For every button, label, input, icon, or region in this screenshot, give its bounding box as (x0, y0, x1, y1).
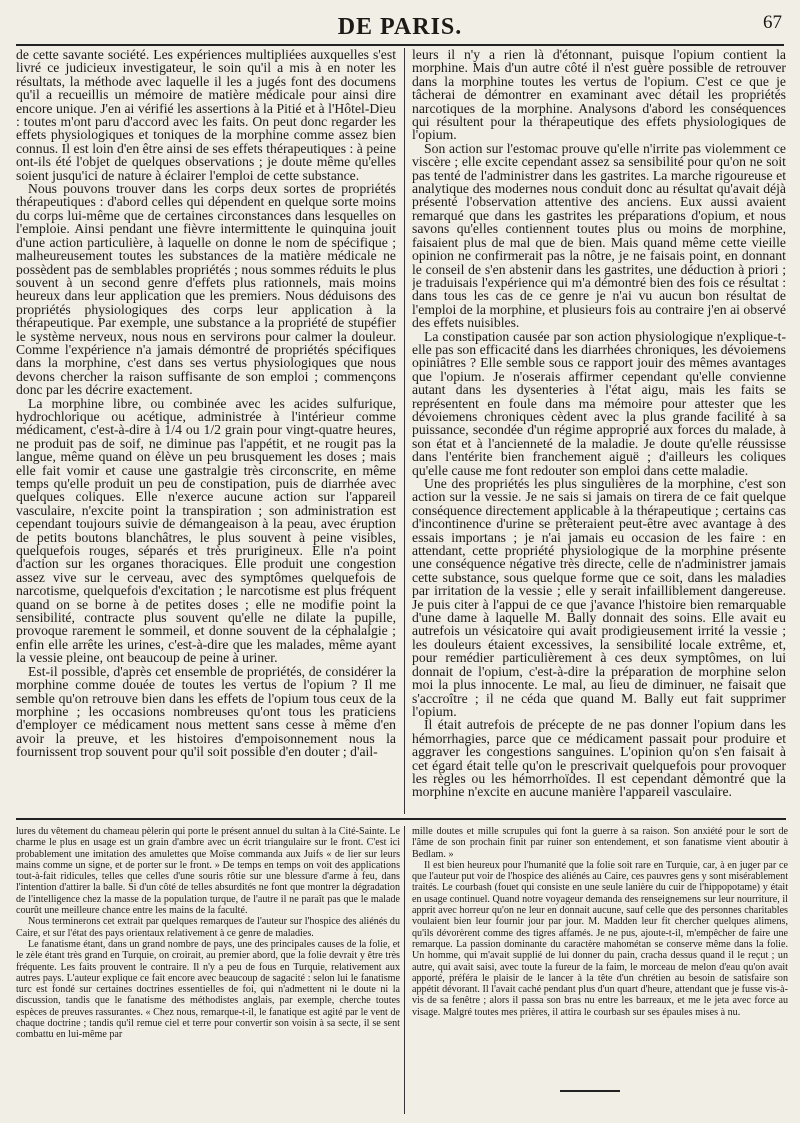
column-divider (404, 48, 405, 814)
upper-right-column (412, 48, 786, 799)
end-rule (560, 1090, 620, 1092)
paragraph: Le fanatisme étant, dans un grand nombre de pays, une des principales causes de la folie, et le zèle étant très grand en Turquie, on croirait, au premier abord, que la folie devrait y être très fréquente. Les faits prouvent le contraire. Il n'y a peu de fous en Turquie, relativement aux autres pays. L'auteur explique ce fait encore avec beaucoup de sagacité : selon lui le fanatisme turc est fondé sur certaines doctrines essentielles de foi, qui n'admettent ni le doute ni la discussion, tandis que le fanatisme des méthodistes anglais, par exemple, cherche toutes espèces de preuves rassurantes. « Chez nous, remarque-t-il, le fanatique est agité par le vent de chaque doctrine ; tandis qu'il remue ciel et terre pour convertir son voisin à sa secte, il se sent combattu en lui-même par (16, 938, 400, 1041)
paragraph: Une des propriétés les plus singulières de la morphine, c'est son action sur la vessie. Je ne sais si jamais on tirera de ce fait quelque conséquence directement applicable à la thérapeutique ; certains cas d'incontinence d'urine se prêteraient peut-être avec avantage à des essais importans ; je n'ai jamais eu occasion de les faire : en attendant, cette propriété physiologique de la morphine présente une conséquence négative très directe, celle de n'administrer jamais cette substance, sous quelque forme que ce soit, dans les maladies par irritation de la vessie ; elle y serait infailliblement dangereuse. Je puis citer à l'appui de ce que j'avance l'histoire bien remarquable d'une dame à laquelle M. Bally donnait des soins. Elle avait eu autrefois un vésicatoire qui avait prodigieusement irrité la vessie ; les douleurs étaient excessives, la sensibilité locale extrême, et, pour remédier particulièrement à ces deux symptômes, on lui donnait de l'opium, c'est-à-dire la préparation de morphine selon moi la plus innocente. Le mal, au lieu de diminuer, ne faisait que s'accroître ; il ne céda que quand M. Bally eut fait supprimer l'opium. (412, 476, 786, 719)
paragraph: Est-il possible, d'après cet ensemble de propriétés, de considérer la morphine comme douée de toutes les vertus de l'opium ? Il me semble qu'on retrouve bien dans les effets de l'opium tous ceux de la morphine ; les occasions nombreuses qu'ont tous les praticiens d'employer ce médicament nous mettent sans cesse à même d'en avoir la preuve, et les histoires d'empoisonnement nous la fournissent trop souvent pour qu'il soit possible d'en douter ; d'ail- (16, 663, 396, 759)
paragraph: Son action sur l'estomac prouve qu'elle n'irrite pas violemment ce viscère ; elle excite cependant assez sa sensibilité pour qu'on ne soit pas tenté de l'administrer dans les gastrites. La marche rigoureuse et analytique des modernes nous conduit donc au résultat qu'avait déjà présenté l'observation attentive des anciens. Eux aussi avaient remarqué que dans les gastrites les préparations d'opium, et nous savons qu'elles contiennent toutes plus ou moins de morphine, faisaient plus de mal que de bien. Mais quand même cette vieille opinion ne confirmerait pas la nôtre, je ne faisais point, en donnant le conseil de s'en abstenir dans les gastrites, une déduction à priori ; je traduisais l'expérience qui m'a démontré bien des fois ce résultat : dans tous les cas de ce genre je n'ai vu aucun bon résultat de l'emploi de la morphine, et plusieurs fois au contraire j'en ai observé des effets nuisibles. (412, 140, 786, 331)
paragraph: La morphine libre, ou combinée avec les acides sulfurique, hydrochlorique ou acétique, administrée à l'intérieur comme médicament, c'est-à-dire à 1/4 ou 1/2 grain pour vingt-quatre heures, ne produit pas de soif, ne diminue pas l'appétit, et ne rougit pas la langue, même quand on élève un peu brusquement les doses ; mais elle fait vomir et cause une gastralgie très circonscrite, en même temps qu'elle produit un peu de constipation, puis de diarrhée avec quelques coliques. Elle n'exerce aucune action sur l'appareil vasculaire, n'excite point la transpiration ; son administration est cependant toujours suivie de démangeaison à la peau, avec éruption de petits boutons blanchâtres, le plus souvent à peine visibles, quelquefois rouges, séparés et très prurigineux. Elle n'a point d'action sur les organes thoraciques. Elle produit une congestion assez vive sur le cerveau, avec des symptômes quelquefois de narcotisme, quelquefois d'excitation ; le narcotisme est plus fréquent quand on se borne à de petites doses ; elle ne modifie point la sensibilité, contracte plus souvent qu'elle ne dilate la pupille, provoque rarement le sommeil, et donne souvent de la céphalalgie ; enfin elle arrête les urines, c'est-à-dire que les malades, même ayant la vessie pleine, ont beaucoup de peine à uriner. (16, 395, 396, 666)
feuilleton-separator-rule (16, 818, 786, 820)
page-header-title: DE PARIS. (337, 14, 463, 40)
lower-left-column (16, 826, 400, 1041)
paragraph: leurs il n'y a rien là d'étonnant, puisque l'opium contient la morphine. Mais d'un autre côté il n'est guère possible de retrouver dans la morphine toutes les vertus de l'opium. C'est ce que je tâcherai de démontrer en examinant avec détail les propriétés narcotiques de la morphine. Analysons d'abord les conséquences qui résultent pour la thérapeutique des effets physiologiques de l'opium. (412, 48, 786, 143)
paragraph: Il est bien heureux pour l'humanité que la folie soit rare en Turquie, car, à en juger par ce que l'auteur put voir de l'hospice des aliénés au Caire, ces pauvres gens y sont misérablement traités. Le courbash (fouet qui consiste en une seule lanière du cuir de l'hippopotame) y était en usage continuel. Quand notre voyageur demanda des renseignemens sur leur nourriture, il apprit avec horreur qu'on ne leur en donnait aucune, sauf celle que des personnes charitables voulaient bien leur fournir jour par jour. M. Madden leur fit chercher quelques alimens, qu'ils dévorèrent comme des tigres affamés. Je ne pus, ajoute-t-il, m'empêcher de faire une remarque. La passion dominante du caractère mahométan se conserve même dans la folie. Un homme, qui m'avait supplié de lui donner du pain, cracha dessus quand il le reçut ; un autre, qui avait saisi, avec toute la fureur de la faim, le morceau de melon d'eau qu'on avait apporté, préféra le plaisir de le lancer à la tête d'un chrétien au besoin de satisfaire son appétit dévorant. Il l'avait caché pendant plus d'un quart d'heure, attendant que je fusse vis-à-vis de sa fenêtre ; alors il passa son bras nu entre les barreaux, et me le jeta avec force au visage. Malgré toutes mes prières, il attira le courbash sur ses épaules mises à nu. (412, 859, 788, 1018)
lower-right-column (412, 826, 788, 1018)
upper-left-column (16, 48, 396, 759)
paragraph: Il était autrefois de précepte de ne pas donner l'opium dans les hémorrhagies, parce que ce médicament passait pour produire et aggraver les congestions sanguines. L'opinion qu'on s'en faisait à cet égard était telle qu'on le prescrivait quelquefois pour provoquer les règles ou les hémorrhoïdes. Il est cependant démontré que la morphine n'excite en aucune manière l'appareil vasculaire. (412, 717, 786, 799)
paragraph: lures du vêtement du chameau pèlerin qui porte le présent annuel du sultan à la Cité-Sainte. Le charme le plus en usage est un grain d'ambre avec un écrit triangulaire sur le front. C'est ici probablement une imitation des amulettes que Moïse commanda aux Juifs « de lier sur leurs mains comme un signe, et de porter sur le front. » De temps en temps on voit des applications tout-à-fait ridicules, telles que celles d'une souris rôtie sur une blessure d'arme à feu, dans l'intention d'attirer la balle. Si d'un côté de telles absurdités ne font que montrer la dégradation de l'intelligence chez la masse de la population turque, de l'autre il ne paraît pas que le malade courût une meilleure chance entre les mains de la faculté. (16, 826, 400, 917)
paragraph: La constipation causée par son action physiologique n'explique-t-elle pas son efficacité dans les diarrhées chroniques, les dévoiemens opiniâtres ? Elle semble sous ce rapport jouir des mêmes avantages que l'opium. Je n'oserais affirmer cependant qu'elle convienne autant dans les dysenteries à l'état aigu, mais les faits se représentent en foule dans ma mémoire pour attester que les dévoiemens chroniques cèdent avec la plus grande facilité à sa puissance, secondée d'un régime approprié aux forces du malade, à son état et à l'ancienneté de la maladie. Je doute qu'elle réussisse dans l'entérite bien franchement aiguë ; d'ailleurs les coliques qu'elle cause me font redouter son emploi dans cette maladie. (412, 328, 786, 478)
header-rule (16, 44, 784, 46)
paragraph: Nous pouvons trouver dans les corps deux sortes de propriétés thérapeutiques : d'abord celles qui dépendent en quelque sorte moins du corps lui-même que de certaines circonstances dans lesquelles on l'emploie. Ainsi pendant une fièvre intermittente le quinquina jouit d'une action particulière, à laquelle on donne le nom de spécifique ; malheureusement toutes les substances de la matière médicale ne possèdent pas de semblables propriétés ; nous sommes réduits le plus souvent à un second genre d'effets plus rationnels, mais moins heureux dans leur application que les premiers. Nous déduisons des propriétés physiologiques des corps leur application à la thérapeutique. Par exemple, une substance a la propriété de stupéfier le système nerveux, nous nous en servirons pour calmer la douleur. Comme l'expérience n'a jamais démontré de propriétés spécifiques dans la morphine, c'est dans ses vertus physiologiques que nous devons chercher la raison suffisante de son emploi ; commençons donc par les décrire exactement. (16, 181, 396, 398)
paragraph: mille doutes et mille scrupules qui font la guerre à sa raison. Son anxiété pour le sort de l'âme de son prochain finit par ruiner son entendement, et son fanatisme vient aboutir à Bedlam. » (412, 826, 788, 860)
paragraph: Nous terminerons cet extrait par quelques remarques de l'auteur sur l'hospice des aliénés du Caire, et sur l'état des pays orientaux relativement à ce genre de maladies. (16, 916, 400, 939)
paragraph: de cette savante société. Les expériences multipliées auxquelles s'est livré ce judicieux investigateur, le soin qu'il a mis à en noter les résultats, la méthode avec laquelle il les a jugés font des documens qu'il a recueillis un mémoire de matière médicale pour ainsi dire encore unique. J'en ai vérifié les assertions à la Pitié et à l'Hôtel-Dieu : toutes m'ont paru d'accord avec les faits. On peut donc regarder les effets physiologiques et toniques de la morphine comme assez bien connus. Il est loin d'en être ainsi de ses effets thérapeutiques : à peine ont-ils été l'objet de quelques observations ; je doute même qu'elles soient jusqu'ici de nature à éclairer l'emploi de cette substance. (16, 48, 396, 183)
column-divider (404, 826, 405, 1114)
page-number: 67 (763, 12, 782, 33)
